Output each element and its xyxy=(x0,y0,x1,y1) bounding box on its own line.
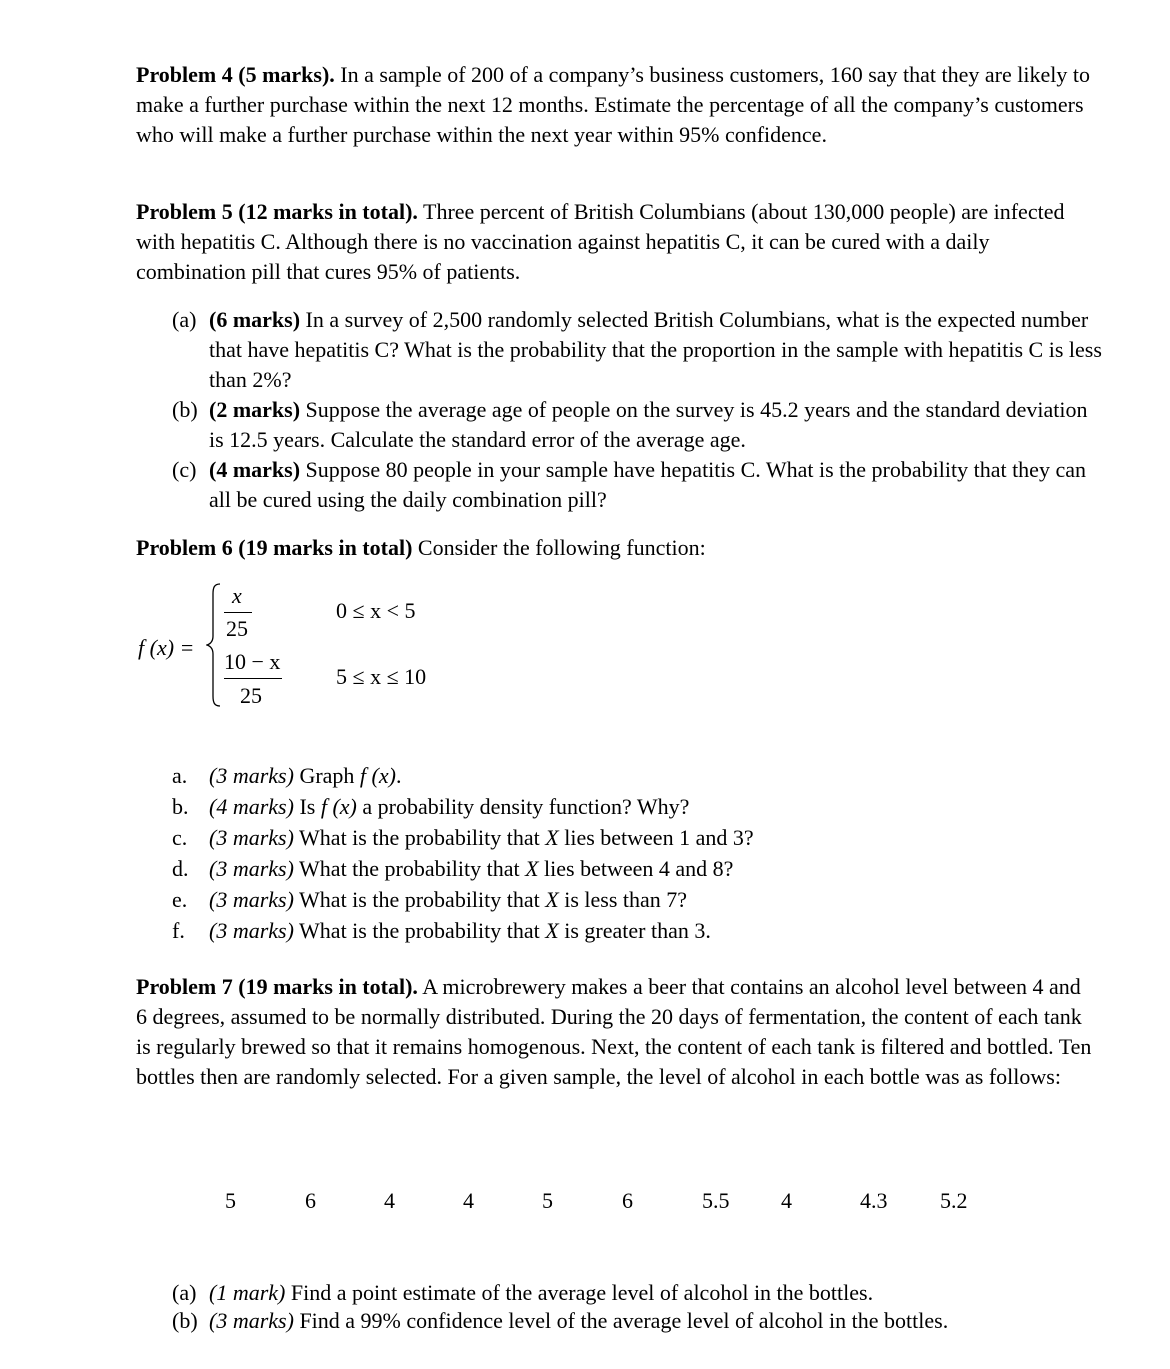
part-text: Find a 99% confidence level of the average level of alcohol in the bottles. xyxy=(293,1308,949,1333)
part-variable: f (x) xyxy=(359,763,396,788)
part-variable: X xyxy=(545,825,559,850)
case2-numerator: 10 − x xyxy=(224,649,281,674)
case1-denominator: 25 xyxy=(226,616,248,641)
part-marks: (3 marks) xyxy=(209,763,294,788)
part-marks: (3 marks) xyxy=(209,1308,294,1333)
problem-6-part-e xyxy=(172,884,972,915)
part-text: Suppose 80 people in your sample have hepatitis C. What is the probability that they can all be cured using the daily combination pill? xyxy=(209,457,1086,512)
part-text: What is the probability that xyxy=(293,887,546,912)
part-label: d. xyxy=(172,856,189,881)
alcohol-data-row xyxy=(0,1186,1170,1216)
part-label: (b) xyxy=(172,397,198,422)
data-value: 4.3 xyxy=(860,1188,888,1213)
part-text: Graph xyxy=(293,763,360,788)
case1-condition: 0 ≤ x < 5 xyxy=(336,598,416,623)
part-text-end: . xyxy=(395,763,402,788)
part-text: In a survey of 2,500 randomly selected British Columbians, what is the expected number that have hepatitis C? What is the probability that the proportion in the sample with hepatitis C is less than 2%? xyxy=(209,307,1102,392)
data-value: 4 xyxy=(463,1188,474,1213)
problem-7-text: A microbrewery makes a beer that contains an alcohol level between 4 and 6 degrees, assumed to be normally distributed. During the 20 days of fermentation, the content of each tank is regularly brewed so that it remains homogenous. Next, the content of each tank is filtered and bottled. Ten bottles then are randomly selected. For a given sample, the level of alcohol in each bottle was as follows: xyxy=(136,974,1092,1089)
part-marks: (6 marks) xyxy=(209,307,301,332)
problem-5 xyxy=(136,197,1096,287)
part-label: e. xyxy=(172,887,188,912)
part-label: (a) xyxy=(172,307,197,332)
case1-numerator: x xyxy=(232,583,242,608)
problem-7 xyxy=(136,972,1096,1092)
problem-5-part-b xyxy=(172,395,1102,455)
part-text: What is the probability that xyxy=(293,825,546,850)
problem-7-heading: Problem 7 (19 marks in total). xyxy=(136,974,418,999)
problem-6-part-b xyxy=(172,791,972,822)
problem-5-text: Three percent of British Columbians (about 130,000 people) are infected with hepatitis C. Although there is no vaccination against hepatitis C, it can be cured with a daily combination pill that cures 95% of patients. xyxy=(136,199,1065,284)
part-text-end: a probability density function? Why? xyxy=(356,794,690,819)
case2-condition: 5 ≤ x ≤ 10 xyxy=(336,664,427,689)
data-value: 5.5 xyxy=(702,1188,730,1213)
part-variable: f (x) xyxy=(320,794,357,819)
part-text: What the probability that xyxy=(293,856,526,881)
data-value: 4 xyxy=(781,1188,792,1213)
part-variable: X xyxy=(545,918,559,943)
formula-lhs: f (x) = xyxy=(138,635,195,660)
part-label: (a) xyxy=(172,1280,197,1305)
problem-7-part-a xyxy=(172,1279,1102,1307)
part-label: f. xyxy=(172,918,185,943)
problem-6-part-a xyxy=(172,760,972,791)
part-marks: (4 marks) xyxy=(209,457,301,482)
part-text-end: is less than 7? xyxy=(558,887,688,912)
piecewise-formula xyxy=(138,580,458,710)
problem-4-heading: Problem 4 (5 marks). xyxy=(136,62,335,87)
problem-6 xyxy=(136,533,1096,563)
data-value: 6 xyxy=(622,1188,633,1213)
problem-7-parts xyxy=(172,1279,1102,1335)
part-text: Find a point estimate of the average level of alcohol in the bottles. xyxy=(285,1280,874,1305)
data-value: 5 xyxy=(225,1188,236,1213)
part-text: Is xyxy=(293,794,321,819)
problem-6-part-f xyxy=(172,915,972,946)
data-value: 4 xyxy=(384,1188,395,1213)
problem-6-parts xyxy=(172,760,972,946)
part-marks: (3 marks) xyxy=(209,825,294,850)
data-value: 6 xyxy=(305,1188,316,1213)
part-label: (c) xyxy=(172,457,197,482)
case1-fraction-bar xyxy=(224,612,252,613)
problem-5-part-a xyxy=(172,305,1102,395)
problem-4 xyxy=(136,60,1096,150)
part-label: a. xyxy=(172,763,188,788)
part-marks: (4 marks) xyxy=(209,794,294,819)
part-text: What is the probability that xyxy=(293,918,546,943)
problem-6-part-d xyxy=(172,853,972,884)
part-text-end: lies between 4 and 8? xyxy=(538,856,734,881)
part-text-end: lies between 1 and 3? xyxy=(558,825,754,850)
part-text: Suppose the average age of people on the survey is 45.2 years and the standard deviation is 12.5 years. Calculate the standard error of the average age. xyxy=(209,397,1088,452)
case2-denominator: 25 xyxy=(240,683,262,708)
problem-7-part-b xyxy=(172,1307,1102,1335)
part-label: b. xyxy=(172,794,189,819)
problem-4-text: In a sample of 200 of a company’s business customers, 160 say that they are likely to make a further purchase within the next 12 months. Estimate the percentage of all the company’s customers who will make a further purchase within the next year within 95% confidence. xyxy=(136,62,1090,147)
part-marks: (3 marks) xyxy=(209,856,294,881)
left-brace-icon xyxy=(206,580,226,710)
part-label: c. xyxy=(172,825,188,850)
problem-6-heading: Problem 6 (19 marks in total) xyxy=(136,535,413,560)
part-text-end: is greater than 3. xyxy=(558,918,711,943)
part-variable: X xyxy=(545,887,559,912)
problem-5-part-c xyxy=(172,455,1102,515)
part-marks: (2 marks) xyxy=(209,397,301,422)
part-marks: (3 marks) xyxy=(209,887,294,912)
problem-6-part-c xyxy=(172,822,972,853)
problem-5-heading: Problem 5 (12 marks in total). xyxy=(136,199,418,224)
data-value: 5.2 xyxy=(940,1188,968,1213)
part-marks: (1 mark) xyxy=(209,1280,286,1305)
part-marks: (3 marks) xyxy=(209,918,294,943)
part-variable: X xyxy=(525,856,539,881)
problem-6-text: Consider the following function: xyxy=(412,535,706,560)
problem-5-parts xyxy=(172,305,1102,515)
data-value: 5 xyxy=(542,1188,553,1213)
case2-fraction-bar xyxy=(224,678,282,679)
part-label: (b) xyxy=(172,1308,198,1333)
